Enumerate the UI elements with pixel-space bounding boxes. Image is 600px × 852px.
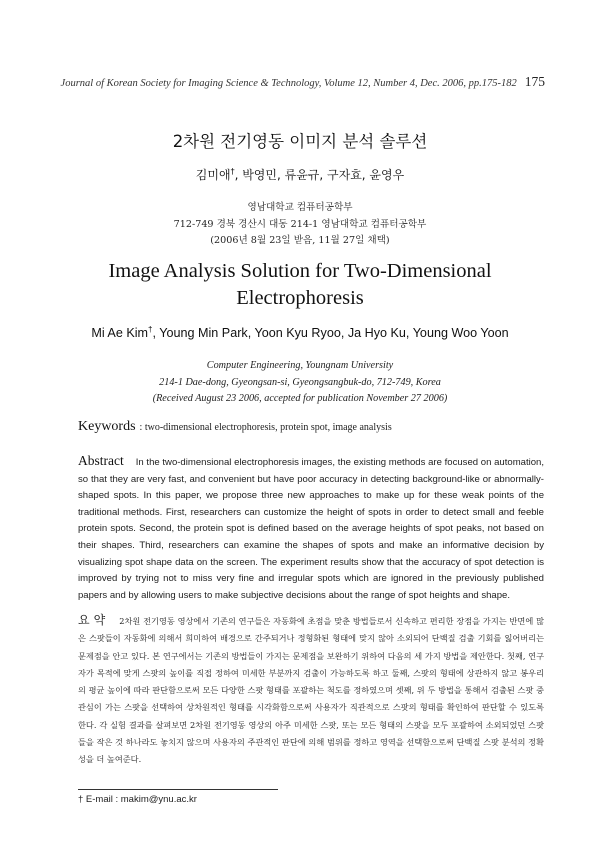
keywords-label: Keywords	[78, 419, 136, 434]
korean-affiliation-line: 712-749 경북 경산시 대동 214-1 영남대학교 컴퓨터공학부	[173, 218, 427, 230]
korean-affiliation-line: 영남대학교 컴퓨터공학부	[247, 202, 353, 213]
english-received-date: (Received August 23 2006, accepted for publication November 27 2006)	[152, 393, 448, 404]
english-title-line: Electrophoresis	[236, 287, 364, 309]
journal-citation: Journal of Korean Society for Imaging Science & Technology, Volume 12, Number 4, Dec. 2006, pp.175-182	[60, 78, 517, 89]
english-title-line: Image Analysis Solution for Two-Dimensional	[108, 260, 492, 282]
korean-affiliation	[0, 200, 600, 250]
footnote-email: † E-mail : makim@ynu.ac.kr	[78, 794, 197, 805]
english-affiliation	[0, 358, 600, 408]
korean-authors	[0, 166, 600, 183]
english-other-authors: , Young Min Park, Yoon Kyu Ryoo, Ja Hyo Ku, Young Woo Yoon	[152, 326, 509, 341]
korean-title: 2차원 전기영동 이미지 분석 솔루션	[172, 132, 428, 151]
korean-other-authors: , 박영민, 류윤규, 구자효, 윤영우	[234, 168, 405, 182]
keywords-text: : two-dimensional electrophoresis, protein spot, image analysis	[139, 422, 392, 433]
footnote-divider	[78, 789, 278, 790]
english-abstract	[78, 453, 544, 604]
korean-abstract-label: 요 약	[78, 613, 106, 627]
english-title	[0, 258, 600, 312]
abstract-label: Abstract	[78, 453, 124, 468]
english-affiliation-line: 214-1 Dae-dong, Gyeongsan-si, Gyeongsangbuk-do, 712-749, Korea	[159, 376, 441, 388]
running-header	[60, 74, 545, 90]
page-number: 175	[524, 74, 545, 89]
korean-abstract	[78, 612, 544, 769]
korean-abstract-text: 2차원 전기영동 영상에서 기존의 연구들은 자동화에 초점을 맞춘 방법들로서 신속하고 편리한 장점을 가지는 반면에 많은 스팟들이 자동화에 의해서 희미하여 배경으로 간주되거나 정형화된 형태에 맞지 않아 소외되어 단백질 검출 기회를 잃어버리는 문제점을 안고 있다. 본 연구에서는 기존의 방법들이 가지는 문제점을 보완하기 위하여 다음의 세 가지 방법을 제안한다. 첫째, 연구자가 목적에 맞게 스팟의 높이를 직접 정하여 미세한 부분까지 검출이 가능하도록 하고 둘째, 스팟의 형태에 상관하지 않고 봉우리의 평균 높이에 따라 판단함으로써 모든 다양한 스팟 형태를 포괄하는 척도를 정하였으며 셋째, 위 두 방법을 통해서 검출된 스팟 중 관심이 가는 스팟을 선택하여 상차원적인 형태를 시각화함으로써 사용자가 직관적으로 스팟의 형태를 확인하여 판단할 수 있도록 한다. 각 실험 결과를 살펴보면 2차원 전기영동 영상의 아주 미세한 스팟, 또는 모든 형태의 스팟을 모두 포괄하여 소외되었던 스팟들을 작은 것 하나라도 놓치지 않으며 사용자의 주관적인 판단에 의해 범위를 정하고 영역을 선택함으로써 단백질 스팟 분석의 정확성을 더 높여준다.	[78, 616, 544, 765]
abstract-text: In the two-dimensional electrophoresis images, the existing methods are focused on automation, so that they are very fast, and convenient but have poor accuracy in detecting background-like or abnormally-shaped spots. In this paper, we propose three new approaches to make up for these weak points of the traditional methods. First, researchers can customize the height of spots in order to detect small and feeble protein spots. Second, the protein spot is defined based on the average heights of spot peaks, not based on their shapes. Third, researchers can examine the shapes of spots and make an informative decision by visualizing spot shape data on the screen. The experiment results show that the accuracy of spot detection is improved by trying not to miss very fine and irregular spots which are ignored in the previously published papers and by allowing users to make subjective decisions about the range of spot heights and shape.	[78, 457, 544, 601]
keywords	[78, 419, 540, 435]
english-first-author: Mi Ae Kim	[91, 326, 149, 341]
corresponding-author-mark: †	[148, 325, 153, 334]
korean-received-date: (2006년 8월 23일 받음, 11월 27일 채택)	[210, 235, 390, 246]
english-authors	[0, 325, 600, 340]
corresponding-author-mark: †	[230, 167, 235, 176]
korean-first-author: 김미애	[195, 168, 231, 182]
english-affiliation-line: Computer Engineering, Youngnam University	[206, 360, 394, 371]
